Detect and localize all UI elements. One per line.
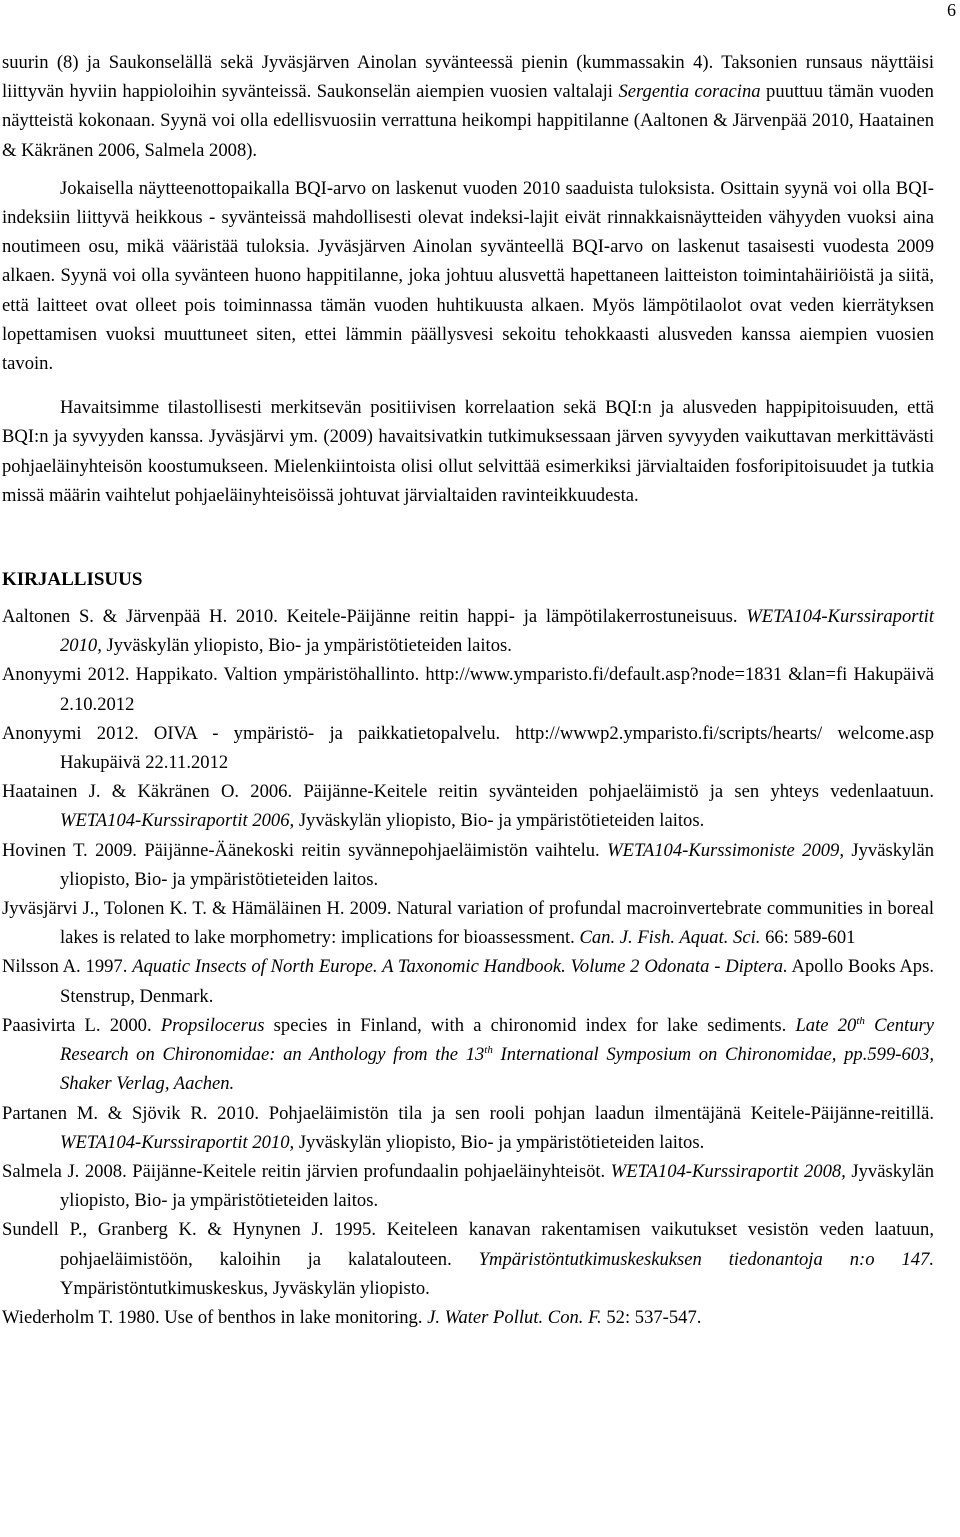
reference-text: Salmela J. 2008. Päijänne-Keitele reitin järvien profundaalin pohjaeläinyhteisöt. (2, 1160, 611, 1182)
reference-text: Anonyymi 2012. Happikato. Valtion ympäristöhallinto. http://www.ymparisto.fi/default.asp?node=1831 &lan=fi Hakupäivä 2.10.2012 (2, 664, 934, 715)
reference-item (2, 602, 934, 660)
reference-italic: Aquatic Insects of North Europe. A Taxonomic Handbook. Volume 2 Odonata - Diptera. (132, 956, 788, 978)
reference-list (2, 602, 934, 1332)
reference-text: Anonyymi 2012. OIVA - ympäristö- ja paikkatietopalvelu. http://wwwp2.ymparisto.fi/scripts/hearts/ welcome.asp Hakupäivä 22.11.2012 (2, 722, 934, 774)
reference-item (2, 952, 934, 1010)
reference-italic-part: Late 20 (795, 1014, 857, 1036)
paragraph-2: Jokaisella näytteenottopaikalla BQI-arvo on laskenut vuoden 2010 saaduista tuloksista. Osittain syynä voi olla BQI-indeksiin liittyvä heikkous - syvänteissä mahdollisesti olevat indeksi-lajit eivät rinnakkaisnäytteiden vähyyden vuoksi aina noutimeen osu, mikä vääristää tuloksia. Jyväsjärven Ainolan syvänteellä BQI-arvo on laskenut tasaisesti vuodesta 2009 alkaen. Syynä voi olla syvänteen huono happitilanne, joka johtuu alusvettä hapettaneen laitteiston toimintahäiriöistä ja siitä, että laitteet ovat olleet pois toiminnassa tämän vuoden huhtikuusta alkaen. Myös lämpötilaolot ovat veden kierrätyksen lopettamisen vuoksi muuttuneet siten, ettei lämmin päällysvesi sekoitu tehokkaasti alusveden kanssa aiempien vuosien tavoin. (2, 177, 934, 375)
reference-item (2, 1157, 934, 1215)
reference-text: Nilsson A. 1997. (2, 956, 133, 978)
reference-text: Paasivirta L. 2000. (2, 1014, 161, 1036)
species-name: Sergentia coracina (618, 81, 761, 103)
reference-text: Haatainen J. & Käkränen O. 2006. Päijänne-Keitele reitin syvänteiden pohjaeläimistö ja sen yhteys vedenlaatuun. (2, 781, 934, 803)
reference-item (2, 1099, 934, 1157)
reference-item (2, 836, 934, 894)
reference-item (2, 777, 934, 835)
reference-italic: J. Water Pollut. Con. F. (427, 1306, 602, 1328)
reference-italic: WETA104-Kurssimoniste 2009, (607, 839, 844, 861)
reference-text: Hovinen T. 2009. Päijänne-Äänekoski reitin syvännepohjaeläimistön vaihtelu. (2, 839, 608, 861)
reference-italic-part: International Symposium on Chironomidae, pp.599-603, Shaker Verlag, Aachen. (60, 1044, 934, 1095)
reference-text: Jyväskylän yliopisto, Bio- ja ympäristötieteiden laitos. (60, 1160, 935, 1212)
paragraph-3: Havaitsimme tilastollisesti merkitsevän positiivisen korrelaation sekä BQI:n ja alusveden happipitoisuuden, että BQI:n ja syvyyden kanssa. Jyväsjärvi ym. (2009) havaitsivatkin tutkimuksessaan järven syvyyden vaikuttavan merkittävästi pohjaeläinyhteisön koostumukseen. Mielenkiintoista olisi ollut selvittää esimerkiksi järvialtaiden fosforipitoisuudet ja tutkia missä määrin vaihtelut pohjaeläinyhteisöissä johtuvat järvialtaiden ravinteikkuudesta. (2, 397, 934, 506)
reference-text: Sundell P., Granberg K. & Hynynen J. 1995. Keiteleen kanavan rakentamisen vaikutukset vesistön veden laatuun, pohjaeläimistöön, kaloihin ja kalatalouteen. (2, 1219, 934, 1270)
reference-italic: Ympäristöntutkimuskeskuksen tiedonantoja n:o 147. (478, 1248, 934, 1270)
reference-text: Jyväskylän yliopisto, Bio- ja ympäristötieteiden laitos. (294, 1131, 705, 1153)
reference-italic-part: Century Research on Chironomidae: an Anthology from the 13 (60, 1014, 934, 1066)
superscript: th (856, 1014, 865, 1027)
page-number: 6 (947, 0, 956, 20)
reference-italic: WETA104-Kurssiraportit 2008, (610, 1160, 846, 1182)
paragraph-1-rest: puuttuu tämän vuoden näytteistä kokonaan. Syynä voi olla edellisvuosiin verrattuna heikompi happitilanne (Aaltonen & Järvenpää 2010, Haatainen & Käkränen 2006, Salmela 2008). (2, 81, 934, 161)
reference-italic: WETA104-Kurssiraportit 2010, (60, 606, 934, 657)
reference-text: Partanen M. & Sjövik R. 2010. Pohjaeläimistön tila ja sen rooli pohjan laadun ilmentäjänä Keitele-Päijänne-reitillä. (2, 1102, 934, 1124)
reference-text: Apollo Books Aps. Stenstrup, Denmark. (60, 956, 934, 1007)
reference-italic: Can. J. Fish. Aquat. Sci. (579, 927, 761, 949)
reference-text: Jyväskylän yliopisto, Bio- ja ympäristötieteiden laitos. (294, 810, 705, 832)
reference-italic: WETA104-Kurssiraportit 2010, (60, 1131, 295, 1153)
reference-italic: Propsilocerus (160, 1014, 265, 1036)
superscript: th (484, 1043, 493, 1056)
reference-text: species in Finland, with a chironomid index for lake sediments. (264, 1014, 796, 1036)
paragraph-1 (2, 48, 934, 165)
references-heading: KIRJALLISUUS (2, 569, 143, 591)
paragraph-1-text: suurin (8) ja Saukonselällä sekä Jyväsjärven Ainolan syvänteessä pienin (kummassakin 4). Taksonien runsaus näyttäisi liittyvän hyviin happioloihin syvänteissä. Saukonselän aiempien vuosien valtalaji (2, 52, 934, 103)
reference-text: 66: 589-601 (760, 927, 856, 949)
reference-text: Jyväskylän yliopisto, Bio- ja ympäristötieteiden laitos. (101, 635, 512, 657)
reference-text: Jyväskylän yliopisto, Bio- ja ympäristötieteiden laitos. (60, 839, 934, 890)
reference-item (2, 719, 934, 777)
reference-item (2, 660, 934, 718)
reference-item (2, 1215, 934, 1303)
reference-text: Aaltonen S. & Järvenpää H. 2010. Keitele-Päijänne reitin happi- ja lämpötilakerrostuneisuus. (2, 606, 747, 628)
reference-italic: WETA104-Kurssiraportit 2006, (60, 810, 295, 832)
reference-text: 52: 537-547. (601, 1306, 702, 1328)
reference-item (2, 1303, 934, 1332)
reference-text: Wiederholm T. 1980. Use of benthos in lake monitoring. (2, 1306, 428, 1328)
reference-item (2, 894, 934, 952)
page-content (2, 48, 934, 1332)
reference-text: Ympäristöntutkimuskeskus, Jyväskylän yliopisto. (60, 1277, 430, 1299)
reference-item (2, 1011, 934, 1099)
reference-text: Jyväsjärvi J., Tolonen K. T. & Hämäläinen H. 2009. Natural variation of profundal macroinvertebrate communities in boreal lakes is related to lake morphometry: implications for bioassessment. (2, 898, 934, 949)
